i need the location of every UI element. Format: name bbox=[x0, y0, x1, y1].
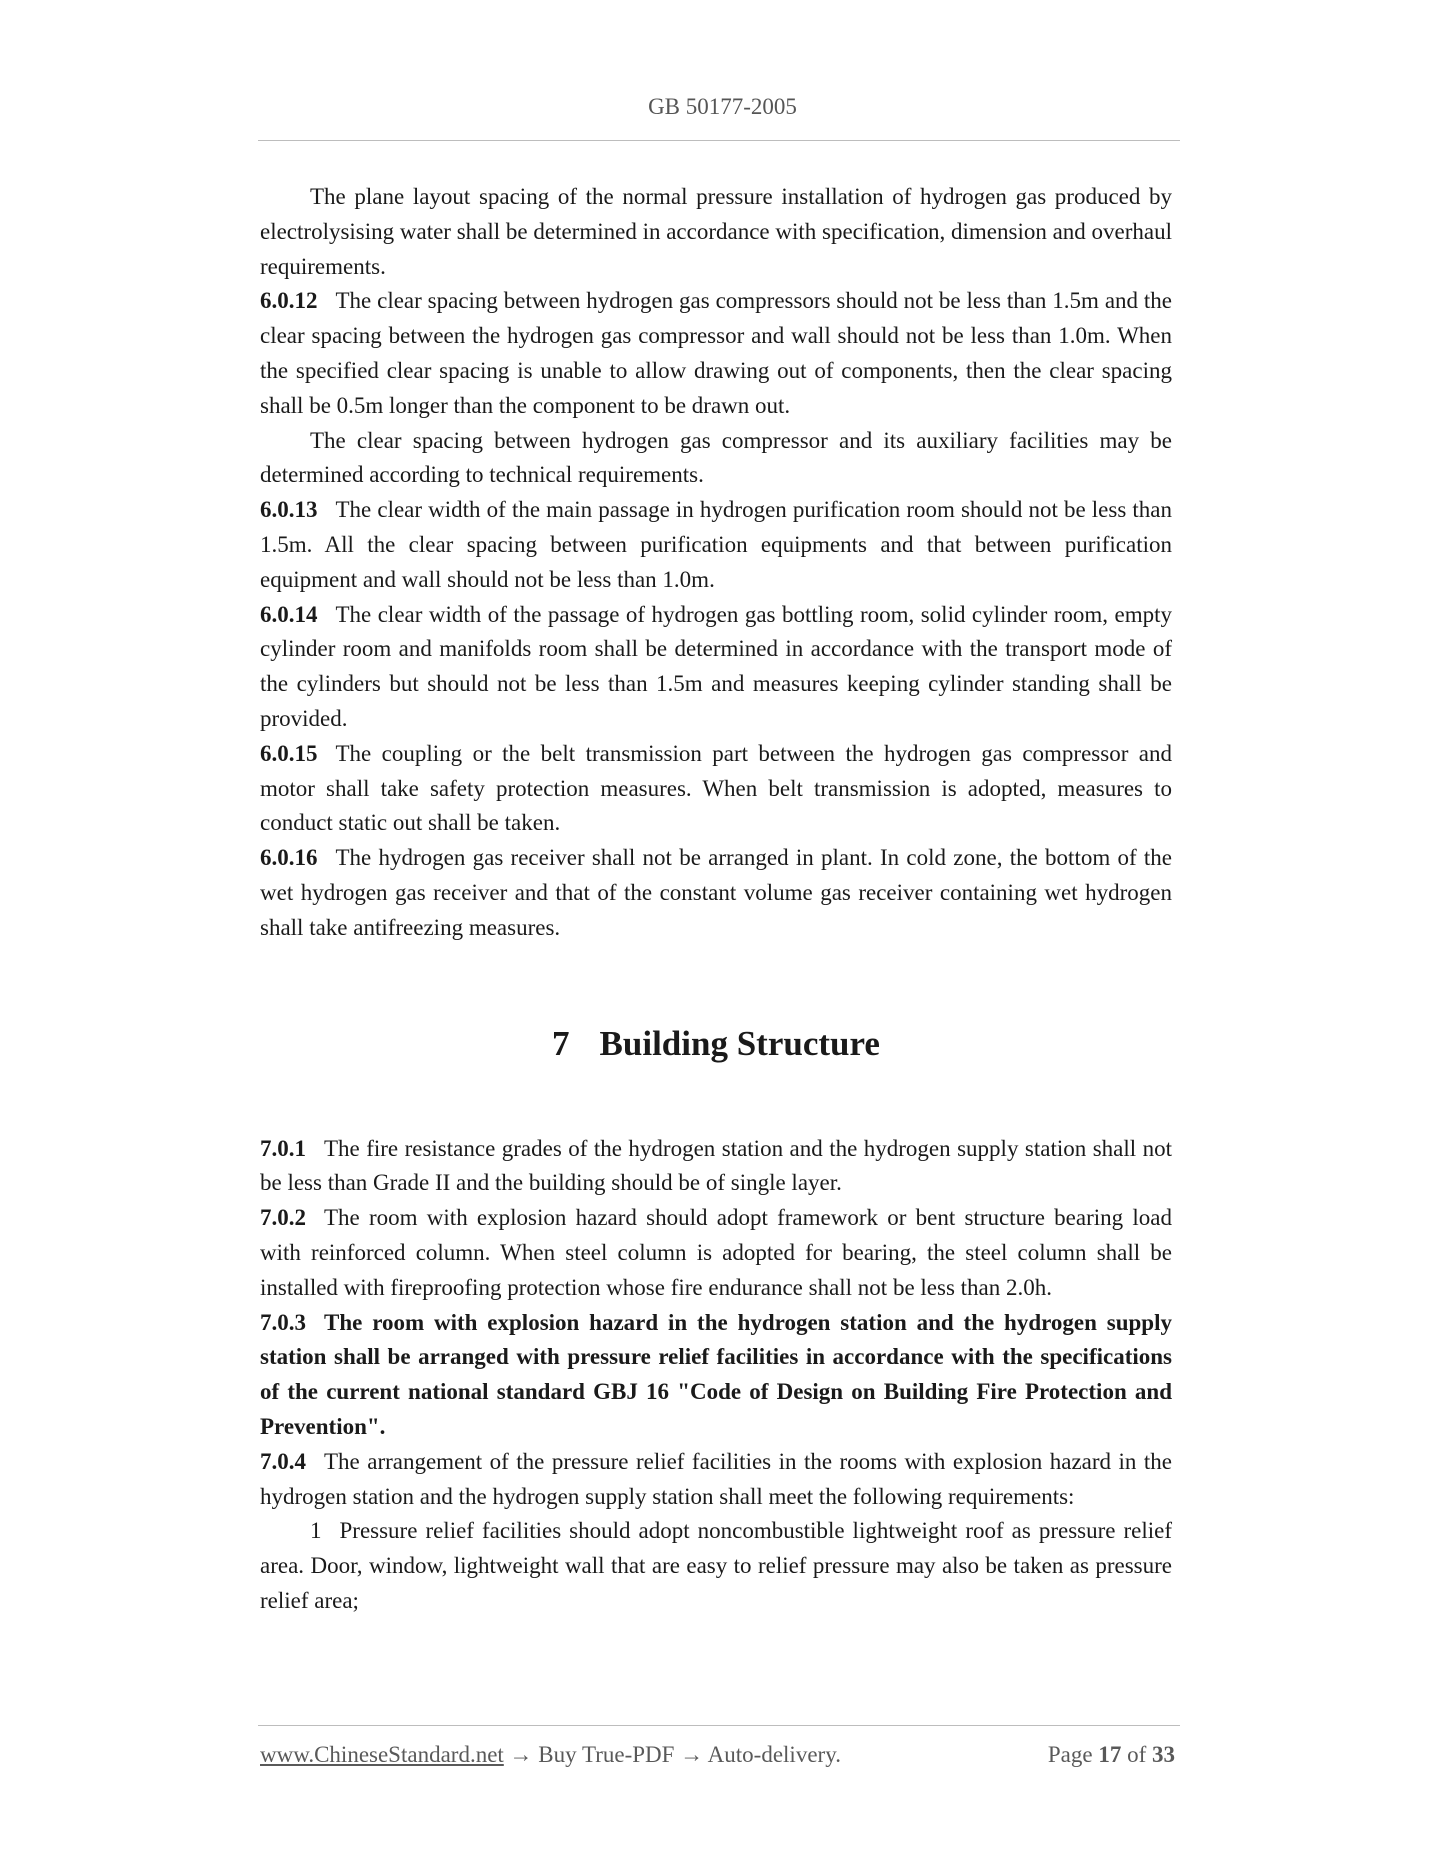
clause-text: The hydrogen gas receiver shall not be arranged in plant. In cold zone, the bottom of the wet hydrogen gas receiver and that of the constant volume gas receiver containing wet hydrogen shall take antifreezing measures. bbox=[260, 845, 1172, 940]
clause-text: The clear spacing between hydrogen gas compressors should not be less than 1.5m and the clear spacing between the hydrogen gas compressor and wall should not be less than 1.0m. When the specified clear spacing is unable to allow drawing out of components, then the clear spacing shall be 0.5m longer than the component to be drawn out. bbox=[260, 288, 1172, 418]
auto-delivery-text: Auto-delivery. bbox=[707, 1742, 841, 1767]
chapter-title: Building Structure bbox=[599, 1023, 880, 1063]
page-label: Page bbox=[1047, 1742, 1093, 1767]
clause-number: 7.0.1 bbox=[260, 1135, 306, 1161]
clause-text: The clear width of the passage of hydrogen gas bottling room, solid cylinder room, empty cylinder room and manifolds room shall be determined in accordance with the transport mode of the cylinders but should not be less than 1.5m and measures keeping cylinder standing shall be provided. bbox=[260, 601, 1172, 731]
clause-text: The room with explosion hazard in the hydrogen station and the hydrogen supply station shall be arranged with pressure relief facilities in accordance with the specifications of the current national standard GBJ 16 "Code of Design on Building Fire Protection and Prevention". bbox=[260, 1309, 1172, 1439]
current-page: 17 bbox=[1098, 1742, 1122, 1767]
clause-number: 6.0.13 bbox=[260, 497, 318, 523]
list-item-number: 1 bbox=[310, 1518, 322, 1544]
arrow-right-icon: → bbox=[509, 1742, 533, 1767]
clause-7-0-2 bbox=[260, 1201, 1172, 1305]
chapter-heading bbox=[260, 1020, 1172, 1068]
footer-promo bbox=[260, 1742, 841, 1768]
website-link[interactable]: www.ChineseStandard.net bbox=[260, 1742, 504, 1767]
paragraph-intro: The plane layout spacing of the normal pressure installation of hydrogen gas produced by electrolysising water shall be determined in accordance with specification, dimension and overhaul requirements. bbox=[260, 184, 1173, 279]
clause-6-0-12 bbox=[260, 284, 1172, 423]
footer-divider bbox=[258, 1725, 1180, 1726]
total-pages: 33 bbox=[1152, 1742, 1175, 1767]
clause-6-0-16 bbox=[260, 841, 1172, 945]
clause-6-0-13 bbox=[260, 493, 1172, 597]
clause-number: 6.0.12 bbox=[260, 288, 318, 314]
of-label: of bbox=[1127, 1742, 1147, 1767]
clause-number: 7.0.3 bbox=[260, 1309, 306, 1335]
clause-number: 6.0.14 bbox=[260, 601, 318, 627]
list-item-text: Pressure relief facilities should adopt noncombustible lightweight roof as pressure relief area. Door, window, lightweight wall that are easy to relief pressure may also be taken as pressure relief area; bbox=[260, 1518, 1172, 1613]
clause-text: The arrangement of the pressure relief facilities in the rooms with explosion hazard in the hydrogen station and the hydrogen supply station shall meet the following requirements: bbox=[260, 1448, 1172, 1509]
page-header-title: GB 50177-2005 bbox=[648, 94, 797, 119]
header-divider bbox=[258, 140, 1180, 141]
document-body bbox=[260, 180, 1172, 1619]
page-number bbox=[1048, 1742, 1175, 1768]
clause-number: 6.0.15 bbox=[260, 740, 318, 766]
clause-text: The fire resistance grades of the hydrogen station and the hydrogen supply station shall not be less than Grade II and the building should be of single layer. bbox=[260, 1135, 1172, 1196]
paragraph-compressor: The clear spacing between hydrogen gas compressor and its auxiliary facilities may be determined according to technical requirements. bbox=[260, 427, 1172, 488]
clause-number: 6.0.16 bbox=[260, 845, 318, 871]
clause-number: 7.0.2 bbox=[260, 1205, 306, 1231]
list-item-1 bbox=[260, 1514, 1172, 1618]
arrow-right-icon: → bbox=[680, 1742, 704, 1767]
clause-7-0-4 bbox=[260, 1445, 1172, 1515]
clause-text: The coupling or the belt transmission part between the hydrogen gas compressor and motor shall take safety protection measures. When belt transmission is adopted, measures to conduct static out shall be taken. bbox=[260, 740, 1172, 836]
clause-6-0-14 bbox=[260, 598, 1172, 737]
clause-text: The room with explosion hazard should adopt framework or bent structure bearing load with reinforced column. When steel column is adopted for bearing, the steel column shall be installed with fireproofing protection whose fire endurance shall not be less than 2.0h. bbox=[260, 1205, 1172, 1300]
clause-text: The clear width of the main passage in hydrogen purification room should not be less than 1.5m. All the clear spacing between purification equipments and that between purification equipment and wall should not be less than 1.0m. bbox=[260, 497, 1172, 592]
clause-7-0-1 bbox=[260, 1132, 1172, 1202]
buy-pdf-text: Buy True-PDF bbox=[538, 1742, 675, 1767]
clause-7-0-3 bbox=[260, 1306, 1172, 1445]
chapter-number: 7 bbox=[552, 1023, 570, 1063]
clause-6-0-15 bbox=[260, 737, 1172, 841]
clause-number: 7.0.4 bbox=[260, 1448, 306, 1474]
